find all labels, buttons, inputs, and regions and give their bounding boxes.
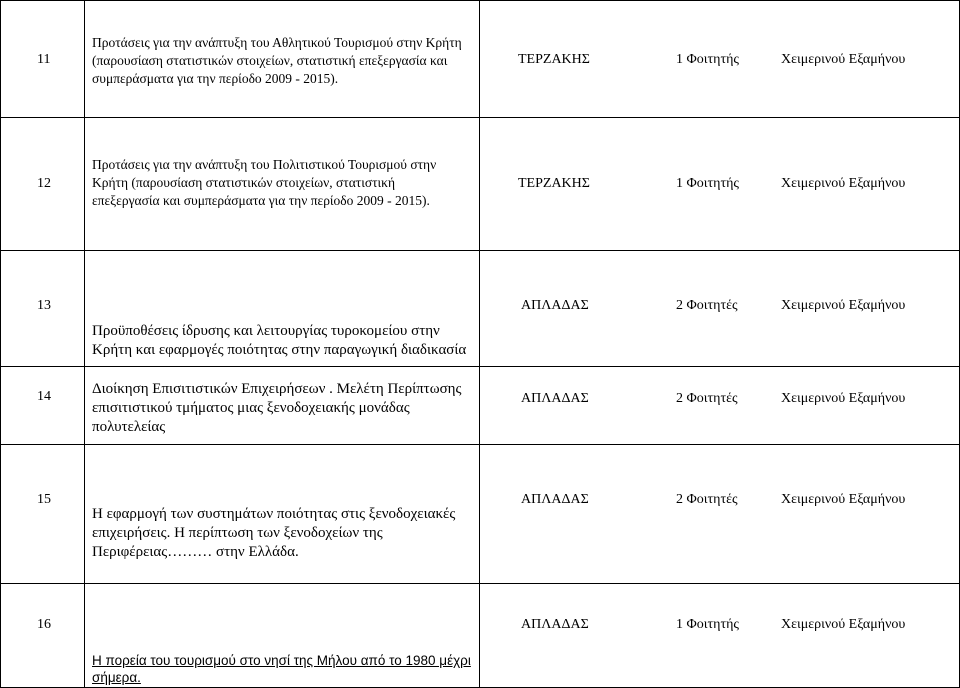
supervisor: ΑΠΛΑΔΑΣ [521, 391, 589, 406]
title-line: Διοίκηση Επισιτιστικών Επιχειρήσεων . Μελέτη Περίπτωσης [92, 381, 462, 397]
supervisor: ΤΕΡΖΑΚΗΣ [518, 52, 590, 67]
row-divider [0, 117, 960, 118]
title-line: Κρήτη (παρουσίαση στατιστικών στοιχείων, στατιστική [92, 175, 396, 190]
title-line: σήμερα. [92, 670, 141, 685]
title-line: Προτάσεις για την ανάπτυξη του Πολιτιστικού Τουρισμού στην [92, 157, 437, 172]
student-count: 2 Φοιτητές [676, 492, 738, 507]
semester: Χειμερινού Εξαμήνου [781, 298, 906, 313]
row-divider [0, 250, 960, 251]
title-line: επεξεργασία και συμπεράσματα για την περίοδο 2009 - 2015). [92, 193, 430, 208]
thesis-title [92, 322, 466, 360]
title-line: Η εφαρμογή των συστημάτων ποιότητας στις ξενοδοχειακές [92, 506, 456, 522]
thesis-title [92, 34, 462, 88]
student-count: 1 Φοιτητής [676, 617, 739, 632]
column-divider [0, 0, 1, 688]
row-divider [0, 366, 960, 367]
title-line: επισιτιστικού τμήματος μιας ξενοδοχειακής μονάδας [92, 400, 410, 416]
semester: Χειμερινού Εξαμήνου [781, 391, 906, 406]
title-line: Κρήτη και εφαρμογές ποιότητας στην παραγωγική διαδικασία [92, 342, 467, 358]
title-line: πολυτελείας [92, 419, 166, 435]
column-divider [84, 0, 85, 688]
student-count: 1 Φοιτητής [676, 176, 739, 191]
thesis-title [92, 156, 436, 210]
row-number: 11 [37, 52, 51, 67]
semester: Χειμερινού Εξαμήνου [781, 52, 906, 67]
title-line: επιχειρήσεις. Η περίπτωση των ξενοδοχείων της [92, 525, 383, 541]
semester: Χειμερινού Εξαμήνου [781, 492, 906, 507]
title-line: Η πορεία του τουρισμού στο νησί της Μήλου από το 1980 μέχρι [92, 653, 471, 668]
title-line: Προτάσεις για την ανάπτυξη του Αθλητικού Τουρισμού στην Κρήτη [92, 35, 462, 50]
student-count: 1 Φοιτητής [676, 52, 739, 67]
row-divider [0, 444, 960, 445]
supervisor: ΤΕΡΖΑΚΗΣ [518, 176, 590, 191]
semester: Χειμερινού Εξαμήνου [781, 176, 906, 191]
semester: Χειμερινού Εξαμήνου [781, 617, 906, 632]
row-divider [0, 583, 960, 584]
supervisor: ΑΠΛΑΔΑΣ [521, 298, 589, 313]
row-number: 16 [37, 617, 51, 632]
title-line: Περιφέρειας……… στην Ελλάδα. [92, 544, 299, 560]
title-line: (παρουσίαση στατιστικών στοιχείων, στατιστική επεξεργασία και [92, 53, 448, 68]
title-line: Προϋποθέσεις ίδρυσης και λειτουργίας τυροκομείου στην [92, 323, 440, 339]
student-count: 2 Φοιτητές [676, 391, 738, 406]
row-number: 13 [37, 298, 51, 313]
title-line: συμπεράσματα για την περίοδο 2009 - 2015). [92, 71, 339, 86]
row-divider [0, 0, 960, 1]
student-count: 2 Φοιτητές [676, 298, 738, 313]
thesis-title [92, 505, 455, 562]
supervisor: ΑΠΛΑΔΑΣ [521, 617, 589, 632]
row-number: 14 [37, 389, 51, 404]
thesis-title [92, 380, 461, 437]
supervisor: ΑΠΛΑΔΑΣ [521, 492, 589, 507]
row-number: 15 [37, 492, 51, 507]
row-number: 12 [37, 176, 51, 191]
thesis-title [92, 652, 471, 686]
column-divider [479, 0, 480, 688]
